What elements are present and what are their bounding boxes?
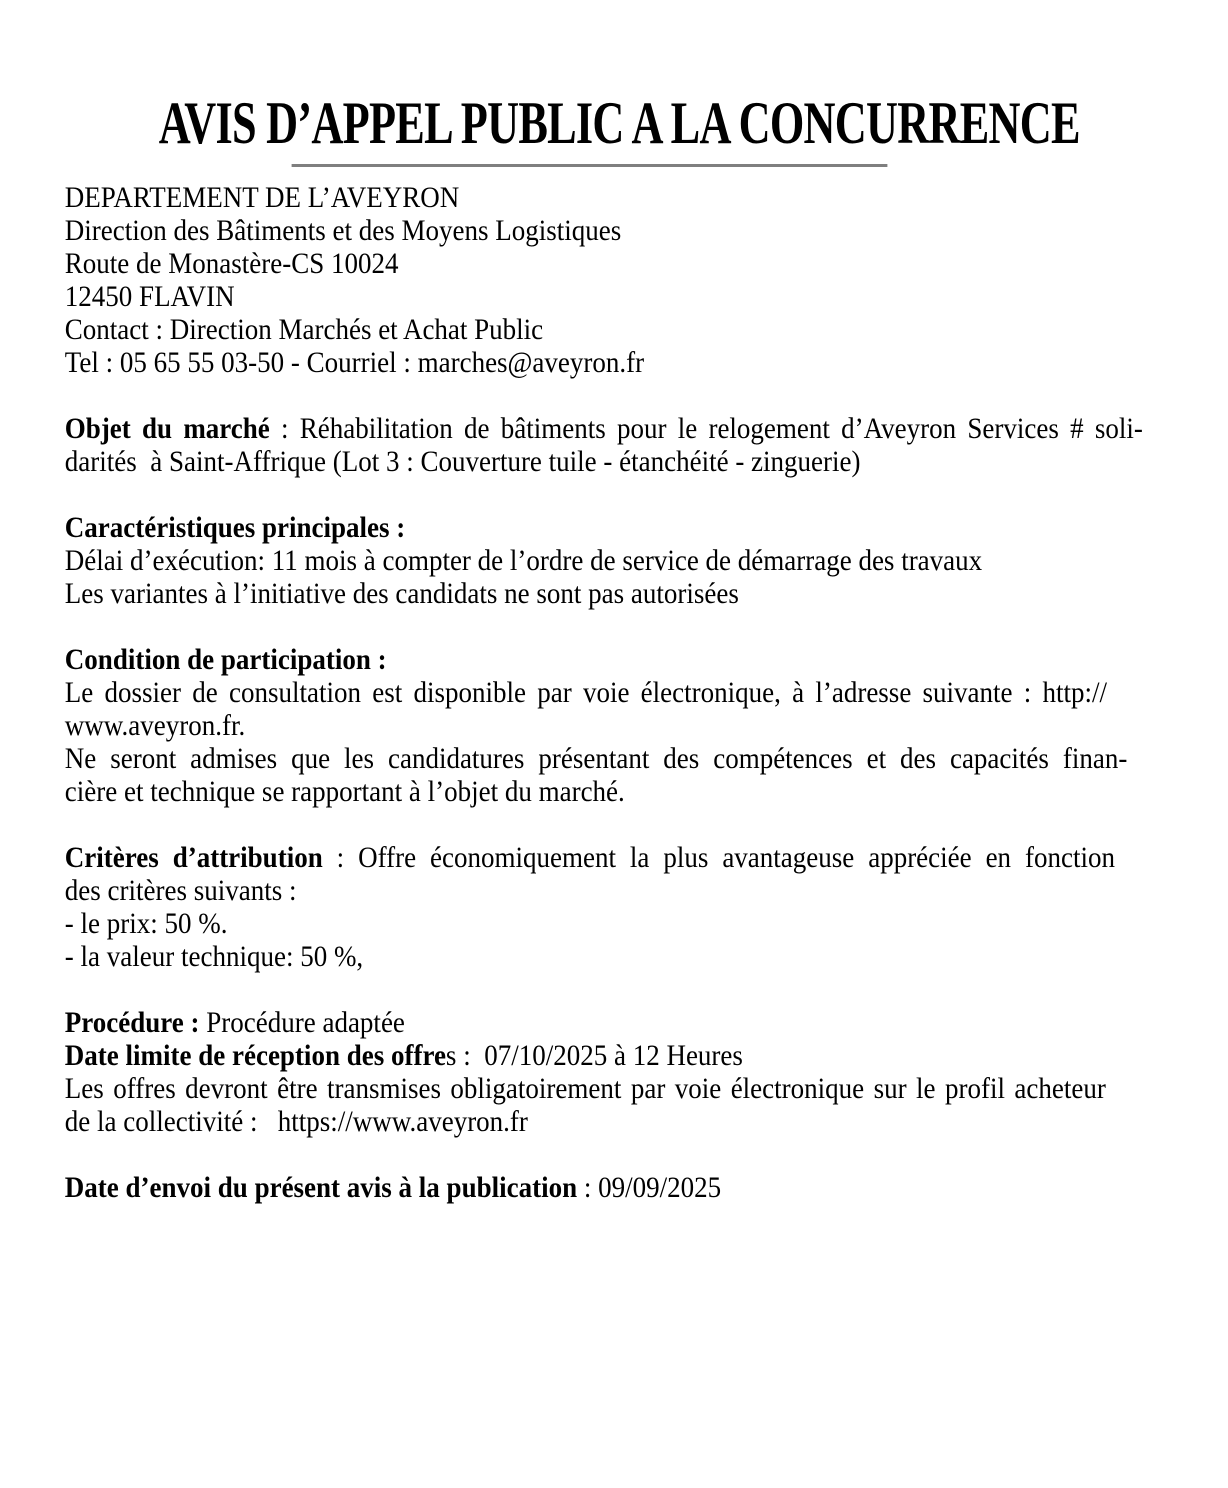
criteres-item-valeur-technique: - la valeur technique: 50 %, — [64, 940, 364, 973]
participation-label: Condition de participation : — [64, 643, 387, 676]
page-title-text: AVIS D’APPEL PUBLIC A LA CONCURRENCE — [159, 90, 1081, 156]
date-envoi-value: : 09/09/2025 — [577, 1171, 722, 1204]
objet-section — [65, 412, 1175, 478]
buyer-contact: Contact : Direction Marchés et Achat Public — [64, 313, 544, 346]
buyer-department: DEPARTEMENT DE L’AVEYRON — [64, 181, 460, 214]
buyer-direction: Direction des Bâtiments et des Moyens Logistiques — [64, 214, 622, 247]
date-envoi-label: Date d’envoi du présent avis à la publication — [64, 1171, 578, 1204]
procedure-section — [65, 1006, 1175, 1138]
participation-line-4: cière et technique se rapportant à l’objet du marché. — [64, 775, 625, 808]
participation-section — [65, 643, 1175, 808]
date-limite-value: : 07/10/2025 à 12 Heures — [456, 1039, 743, 1072]
buyer-street: Route de Monastère-CS 10024 — [64, 247, 399, 280]
transmission-line-2: de la collectivité : https://www.aveyron.fr — [64, 1105, 528, 1138]
transmission-line-1: Les offres devront être transmises obligatoirement par voie électronique sur le profil acheteur — [64, 1072, 1106, 1105]
date-limite-label: Date limite de réception des offre — [64, 1039, 446, 1072]
buyer-block — [65, 181, 1175, 379]
procedure-label: Procédure : — [64, 1006, 200, 1039]
participation-line-1: Le dossier de consultation est disponible par voie électronique, à l’adresse suivante : http:// — [64, 676, 1108, 709]
objet-label: Objet du marché — [64, 412, 270, 445]
participation-line-3: Ne seront admises que les candidatures présentant des compétences et des capacités finan- — [64, 742, 1128, 775]
caracteristiques-variantes: Les variantes à l’initiative des candidats ne sont pas autorisées — [64, 577, 739, 610]
criteres-label: Critères d’attribution — [64, 841, 323, 874]
buyer-city: 12450 FLAVIN — [64, 280, 235, 313]
buyer-tel-email: Tel : 05 65 55 03-50 - Courriel : marches@aveyron.fr — [64, 346, 645, 379]
caracteristiques-label: Caractéristiques principales : — [64, 511, 406, 544]
date-limite-line — [65, 1039, 1175, 1072]
date-envoi-line — [65, 1171, 1175, 1204]
title-underline — [292, 164, 888, 167]
criteres-item-prix: - le prix: 50 %. — [64, 907, 228, 940]
objet-line-2: darités à Saint-Affrique (Lot 3 : Couverture tuile - étanchéité - zinguerie) — [64, 445, 861, 478]
caracteristiques-section — [65, 511, 1175, 610]
criteres-section — [65, 841, 1175, 973]
date-envoi-section — [65, 1171, 1175, 1204]
criteres-line-1 — [65, 841, 1175, 874]
objet-text-1: : Réhabilitation de bâtiments pour le relogement d’Aveyron Services # soli- — [269, 412, 1143, 445]
caracteristiques-delai: Délai d’exécution: 11 mois à compter de l’ordre de service de démarrage des travaux — [64, 544, 983, 577]
date-limite-label-tail: s — [445, 1039, 457, 1072]
procedure-value: Procédure adaptée — [199, 1006, 405, 1039]
criteres-text-1: : Offre économiquement la plus avantageuse appréciée en fonction — [322, 841, 1115, 874]
objet-line-1 — [65, 412, 1175, 445]
criteres-line-2: des critères suivants : — [64, 874, 297, 907]
page-title — [65, 90, 1175, 156]
procedure-line — [65, 1006, 1175, 1039]
participation-line-2: www.aveyron.fr. — [64, 709, 246, 742]
